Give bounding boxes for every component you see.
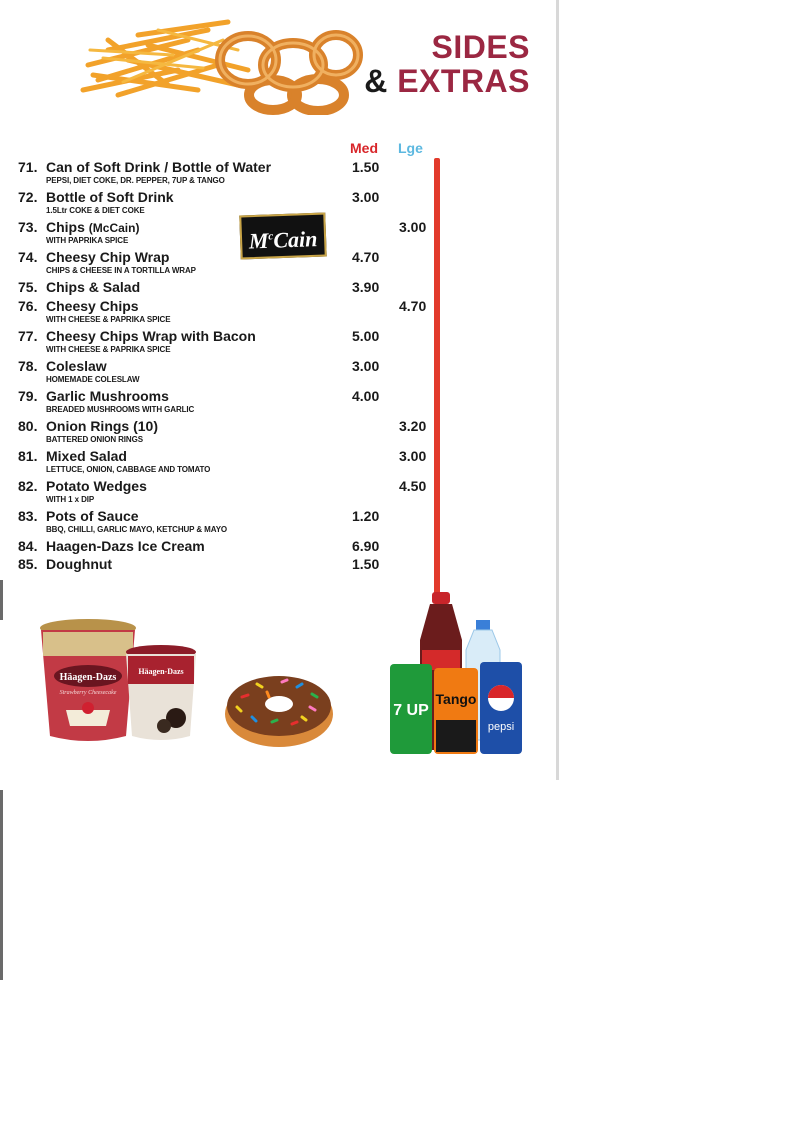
item-number: 80. [18, 418, 38, 434]
item-name: Mixed Salad [46, 448, 127, 464]
item-price-med: 1.50 [352, 556, 380, 572]
title-ampersand: & [364, 63, 388, 99]
item-price-med: 1.20 [352, 508, 380, 524]
item-description: BREADED MUSHROOMS WITH GARLIC [46, 405, 195, 414]
item-name-wrapper [46, 219, 139, 235]
item-price-med: 5.00 [352, 328, 380, 344]
item-price-med: 3.90 [352, 279, 380, 295]
item-number: 75. [18, 279, 38, 295]
item-name-suffix: (McCain) [88, 221, 140, 235]
tango-label: Tango [435, 691, 477, 707]
decorative-red-bar [434, 158, 440, 598]
item-number: 76. [18, 298, 38, 314]
item-price-med: 1.50 [352, 159, 380, 175]
item-price-med: 4.00 [352, 388, 380, 404]
page-edge-divider [556, 0, 559, 780]
7up-label: 7 UP [393, 702, 429, 719]
item-description: 1.5Ltr COKE & DIET COKE [46, 206, 145, 215]
item-number: 77. [18, 328, 38, 344]
item-number: 78. [18, 358, 38, 374]
item-price-med: 3.00 [352, 358, 380, 374]
pepsi-label: pepsi [487, 721, 515, 733]
item-number: 85. [18, 556, 38, 572]
scan-mark [0, 580, 3, 620]
column-header-lge: Lge [398, 140, 423, 156]
item-number: 79. [18, 388, 38, 404]
svg-text:Häagen-Dazs: Häagen-Dazs [138, 667, 184, 676]
item-name: Bottle of Soft Drink [46, 189, 174, 205]
item-price-lge: 3.20 [399, 418, 427, 434]
item-price-lge: 3.00 [399, 219, 427, 235]
mccain-logo: $M^cCain$ [239, 213, 326, 260]
item-name: Cheesy Chip Wrap [46, 249, 170, 265]
item-number: 73. [18, 219, 38, 235]
item-price-lge: 4.50 [399, 478, 427, 494]
item-description: CHIPS & CHEESE IN A TORTILLA WRAP [46, 266, 196, 275]
column-header-med: Med [350, 140, 378, 156]
item-name: Doughnut [46, 556, 113, 572]
item-name: Haagen-Dazs Ice Cream [46, 538, 205, 554]
item-name: Pots of Sauce [46, 508, 139, 524]
item-name: Chips & Salad [46, 279, 141, 295]
item-number: 71. [18, 159, 38, 175]
flavor-label: Strawberry Cheesecake [59, 690, 117, 696]
item-price-med: 6.90 [352, 538, 380, 554]
item-name: Onion Rings (10) [46, 418, 158, 434]
item-description: WITH CHEESE & PAPRIKA SPICE [46, 315, 171, 324]
item-description: PEPSI, DIET COKE, DR. PEPPER, 7UP & TANGO [46, 176, 225, 185]
title-line-1: SIDES [431, 29, 530, 65]
item-description: WITH 1 x DIP [46, 495, 95, 504]
haagen-dazs-ice-cream-image [36, 618, 206, 748]
item-name: Cheesy Chips Wrap with Bacon [46, 328, 256, 344]
item-name: Coleslaw [46, 358, 107, 374]
item-price-med: 4.70 [352, 249, 380, 265]
item-description: WITH PAPRIKA SPICE [46, 236, 129, 245]
haagen-dazs-label: Häagen-Dazs [59, 672, 117, 683]
page-title [360, 30, 530, 98]
item-name: Garlic Mushrooms [46, 388, 169, 404]
item-number: 74. [18, 249, 38, 265]
item-description: WITH CHEESE & PAPRIKA SPICE [46, 345, 171, 354]
item-number: 83. [18, 508, 38, 524]
item-number: 81. [18, 448, 38, 464]
soft-drinks-image [386, 590, 526, 758]
doughnut-image [222, 662, 336, 750]
item-description: BBQ, CHILLI, GARLIC MAYO, KETCHUP & MAYO [46, 525, 228, 534]
item-name: Can of Soft Drink / Bottle of Water [46, 159, 272, 175]
item-description: BATTERED ONION RINGS [46, 435, 143, 444]
item-number: 82. [18, 478, 38, 494]
item-name: Cheesy Chips [46, 298, 139, 314]
item-price-lge: 4.70 [399, 298, 427, 314]
title-line-2: EXTRAS [397, 63, 530, 99]
item-number: 84. [18, 538, 38, 554]
item-number: 72. [18, 189, 38, 205]
item-price-med: 3.00 [352, 189, 380, 205]
item-description: LETTUCE, ONION, CABBAGE AND TOMATO [46, 465, 211, 474]
item-price-lge: 3.00 [399, 448, 427, 464]
chips-and-onion-rings-image [78, 10, 368, 115]
scan-mark [0, 790, 3, 980]
item-name: Chips [46, 219, 85, 235]
item-description: HOMEMADE COLESLAW [46, 375, 140, 384]
item-name: Potato Wedges [46, 478, 147, 494]
